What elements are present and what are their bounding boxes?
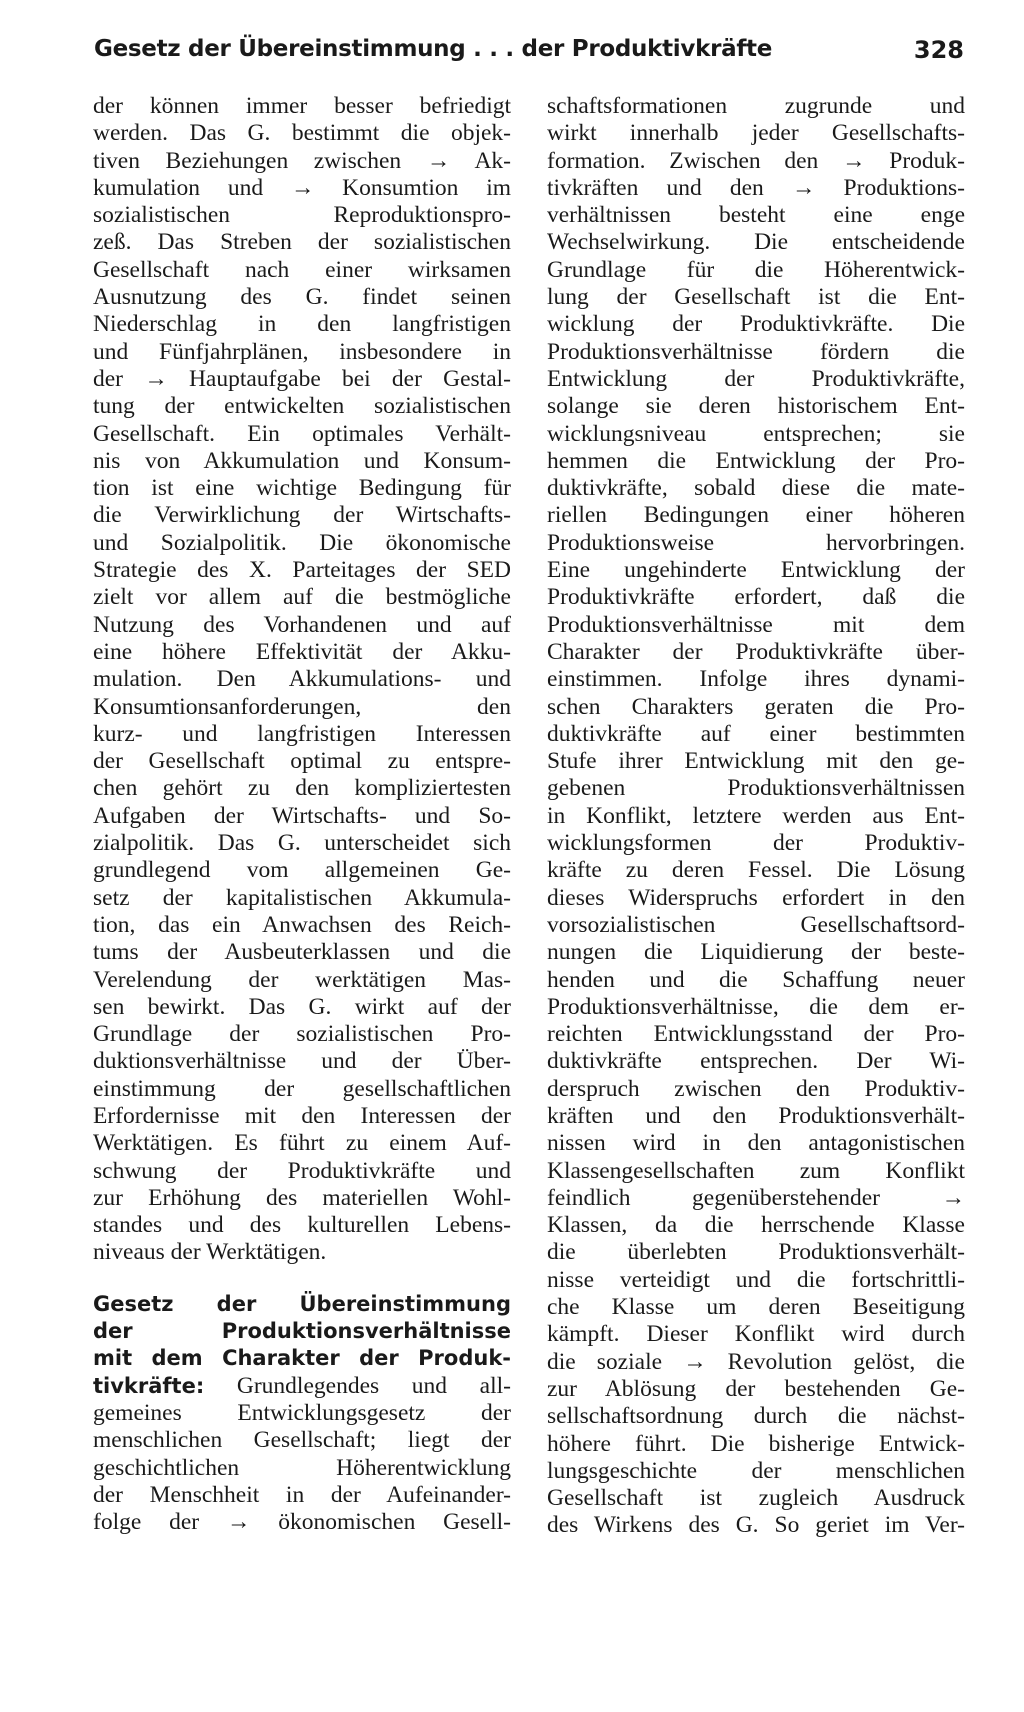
text-line: mulation. Den Akkumulations- und	[93, 666, 511, 693]
text-line: die Verwirklichung der Wirtschafts-	[93, 502, 511, 529]
text-line: die überlebten Produktionsverhält-	[547, 1239, 965, 1266]
text-line: die soziale → Revolution gelöst, die	[547, 1348, 965, 1375]
text-line: verhältnissen besteht eine enge	[547, 202, 965, 229]
text-line: Nutzung des Vorhandenen und auf	[93, 611, 511, 638]
text-line: kräften und den Produktionsverhält-	[547, 1102, 965, 1129]
text-line: Verelendung der werktätigen Mas-	[93, 966, 511, 993]
text-line: werden. Das G. bestimmt die objek-	[93, 120, 511, 147]
text-line: vorsozialistischen Gesellschaftsord-	[547, 911, 965, 938]
text-line: wicklungsformen der Produktiv-	[547, 830, 965, 857]
text-line: sellschaftsordnung durch die nächst-	[547, 1403, 965, 1430]
text-line: standes und des kulturellen Lebens-	[93, 1212, 511, 1239]
text-line: zielt vor allem auf die bestmögliche	[93, 584, 511, 611]
entry-heading	[93, 1291, 511, 1373]
text-line: nungen die Liquidierung der beste-	[547, 939, 965, 966]
text-line: zur Erhöhung des materiellen Wohl-	[93, 1184, 511, 1211]
text-line: höhere führt. Die bisherige Entwick-	[547, 1430, 965, 1457]
running-header	[94, 36, 964, 72]
text-line: lungsgeschichte der menschlichen	[547, 1457, 965, 1484]
text-line: kumulation und → Konsumtion im	[93, 174, 511, 201]
right-column-lines	[547, 93, 965, 1540]
text-line: chen gehört zu den kompliziertesten	[93, 775, 511, 802]
entry-lines	[93, 1400, 511, 1536]
right-column	[547, 93, 965, 1540]
text-line: Strategie des X. Parteitages der SED	[93, 557, 511, 584]
text-line: Produktionsverhältnisse, die dem er-	[547, 993, 965, 1020]
text-line: schaftsformationen zugrunde und	[547, 93, 965, 119]
text-line: tums der Ausbeuterklassen und die	[93, 939, 511, 966]
text-line: dieses Widerspruchs erfordert in den	[547, 884, 965, 911]
text-line: Entwicklung der Produktivkräfte,	[547, 365, 965, 392]
text-line: reichten Entwicklungsstand der Pro-	[547, 1021, 965, 1048]
text-line: nis von Akkumulation und Konsum-	[93, 447, 511, 474]
page-number: 328	[913, 36, 964, 64]
text-line: einstimmen. Infolge ihres dynami-	[547, 666, 965, 693]
text-line: Grundlage der sozialistischen Pro-	[93, 1021, 511, 1048]
text-line: Gesellschaft ist zugleich Ausdruck	[547, 1485, 965, 1512]
text-line: Stufe ihrer Entwicklung mit den ge-	[547, 748, 965, 775]
text-line: der Produktionsverhältnisse	[93, 1319, 511, 1344]
text-line: und Sozialpolitik. Die ökonomische	[93, 529, 511, 556]
text-line: der → Hauptaufgabe bei der Gestal-	[93, 365, 511, 392]
text-line: Ausnutzung des G. findet seinen	[93, 284, 511, 311]
text-line: der Gesellschaft optimal zu entspre-	[93, 748, 511, 775]
entry-gap	[93, 1267, 511, 1291]
text-line: Wechselwirkung. Die entscheidende	[547, 229, 965, 256]
text-line: Gesellschaft. Ein optimales Verhält-	[93, 420, 511, 447]
text-line: wirkt innerhalb jeder Gesellschafts-	[547, 120, 965, 147]
text-line: feindlich gegenüberstehender →	[547, 1184, 965, 1211]
text-line: zeß. Das Streben der sozialistischen	[93, 229, 511, 256]
text-line: kräfte zu deren Fessel. Die Lösung	[547, 857, 965, 884]
text-line: Aufgaben der Wirtschafts- und So-	[93, 802, 511, 829]
text-line: zur Ablösung der bestehenden Ge-	[547, 1375, 965, 1402]
text-line: schwung der Produktivkräfte und	[93, 1157, 511, 1184]
text-line: Gesellschaft nach einer wirksamen	[93, 256, 511, 283]
text-line: der Menschheit in der Aufeinander-	[93, 1481, 511, 1508]
text-line: grundlegend vom allgemeinen Ge-	[93, 857, 511, 884]
text-line: Produktionsverhältnisse mit dem	[547, 611, 965, 638]
text-line: riellen Bedingungen einer höheren	[547, 502, 965, 529]
text-line: menschlichen Gesellschaft; liegt der	[93, 1427, 511, 1454]
text-line: Produktionsverhältnisse fördern die	[547, 338, 965, 365]
text-line: eine höhere Effektivität der Akku-	[93, 638, 511, 665]
left-column	[93, 93, 511, 1536]
text-line: in Konflikt, letztere werden aus Ent-	[547, 802, 965, 829]
text-line: Klassen, da die herrschende Klasse	[547, 1212, 965, 1239]
text-line: mit dem Charakter der Produk-	[93, 1346, 511, 1371]
text-line: duktivkräfte, sobald diese die mate-	[547, 475, 965, 502]
text-line: Produktionsweise hervorbringen.	[547, 529, 965, 556]
text-line: nissen wird in den antagonistischen	[547, 1130, 965, 1157]
text-line: niveaus der Werktätigen.	[93, 1239, 327, 1266]
text-line: nisse verteidigt und die fortschrittli-	[547, 1266, 965, 1293]
text-line: geschichtlichen Höherentwicklung	[93, 1454, 511, 1481]
text-line: hemmen die Entwicklung der Pro-	[547, 447, 965, 474]
text-line: kurz- und langfristigen Interessen	[93, 720, 511, 747]
entry-first-line-rest: Grundlegendes und all-	[204, 1372, 511, 1399]
text-line: tivkräften und den → Produktions-	[547, 174, 965, 201]
text-line: Produktivkräfte erfordert, daß die	[547, 584, 965, 611]
text-line: schen Charakters geraten die Pro-	[547, 693, 965, 720]
text-line: zialpolitik. Das G. unterscheidet sich	[93, 830, 511, 857]
text-line: henden und die Schaffung neuer	[547, 966, 965, 993]
text-line: che Klasse um deren Beseitigung	[547, 1294, 965, 1321]
text-line: Grundlage für die Höherentwick-	[547, 256, 965, 283]
text-line: des Wirkens des G. So geriet im Ver-	[547, 1512, 965, 1539]
text-line: gebenen Produktionsverhältnissen	[547, 775, 965, 802]
text-line: duktivkräfte auf einer bestimmten	[547, 720, 965, 747]
text-line: tiven Beziehungen zwischen → Ak-	[93, 147, 511, 174]
text-line: Eine ungehinderte Entwicklung der	[547, 557, 965, 584]
text-line: Gesetz der Übereinstimmung	[93, 1291, 511, 1316]
text-line: gemeines Entwicklungsgesetz der	[93, 1399, 511, 1426]
text-line: wicklungsniveau entsprechen; sie	[547, 420, 965, 447]
text-line: duktivkräfte entsprechen. Der Wi-	[547, 1048, 965, 1075]
text-line: und Fünfjahrplänen, insbesondere in	[93, 338, 511, 365]
text-line: wicklung der Produktivkräfte. Die	[547, 311, 965, 338]
text-line: Klassengesellschaften zum Konflikt	[547, 1157, 965, 1184]
text-line: formation. Zwischen den → Produk-	[547, 147, 965, 174]
entry-heading-tail: tivkräfte:	[93, 1373, 205, 1398]
text-line: Niederschlag in den langfristigen	[93, 311, 511, 338]
header-title: Gesetz der Übereinstimmung . . . der Produktivkräfte	[94, 36, 773, 62]
text-line: solange sie deren historischem Ent-	[547, 393, 965, 420]
left-column-lines	[93, 93, 511, 1267]
text-line: lung der Gesellschaft ist die Ent-	[547, 284, 965, 311]
entry-heading-line	[93, 1373, 511, 1400]
text-line: tion, das ein Anwachsen des Reich-	[93, 911, 511, 938]
text-line: tion ist eine wichtige Bedingung für	[93, 475, 511, 502]
text-line: sen bewirkt. Das G. wirkt auf der	[93, 993, 511, 1020]
text-line: Konsumtionsanforderungen, den	[93, 693, 511, 720]
text-line: Erfordernisse mit den Interessen der	[93, 1102, 511, 1129]
text-line: einstimmung der gesellschaftlichen	[93, 1075, 511, 1102]
text-line: derspruch zwischen den Produktiv-	[547, 1075, 965, 1102]
text-line: folge der → ökonomischen Gesell-	[93, 1509, 511, 1536]
text-line: setz der kapitalistischen Akkumula-	[93, 884, 511, 911]
text-line: Charakter der Produktivkräfte über-	[547, 638, 965, 665]
text-line: kämpft. Dieser Konflikt wird durch	[547, 1321, 965, 1348]
text-line: Werktätigen. Es führt zu einem Auf-	[93, 1130, 511, 1157]
text-line: der können immer besser befriedigt	[93, 93, 511, 119]
text-line: duktionsverhältnisse und der Über-	[93, 1048, 511, 1075]
text-line: tung der entwickelten sozialistischen	[93, 393, 511, 420]
text-line: sozialistischen Reproduktionspro-	[93, 202, 511, 229]
